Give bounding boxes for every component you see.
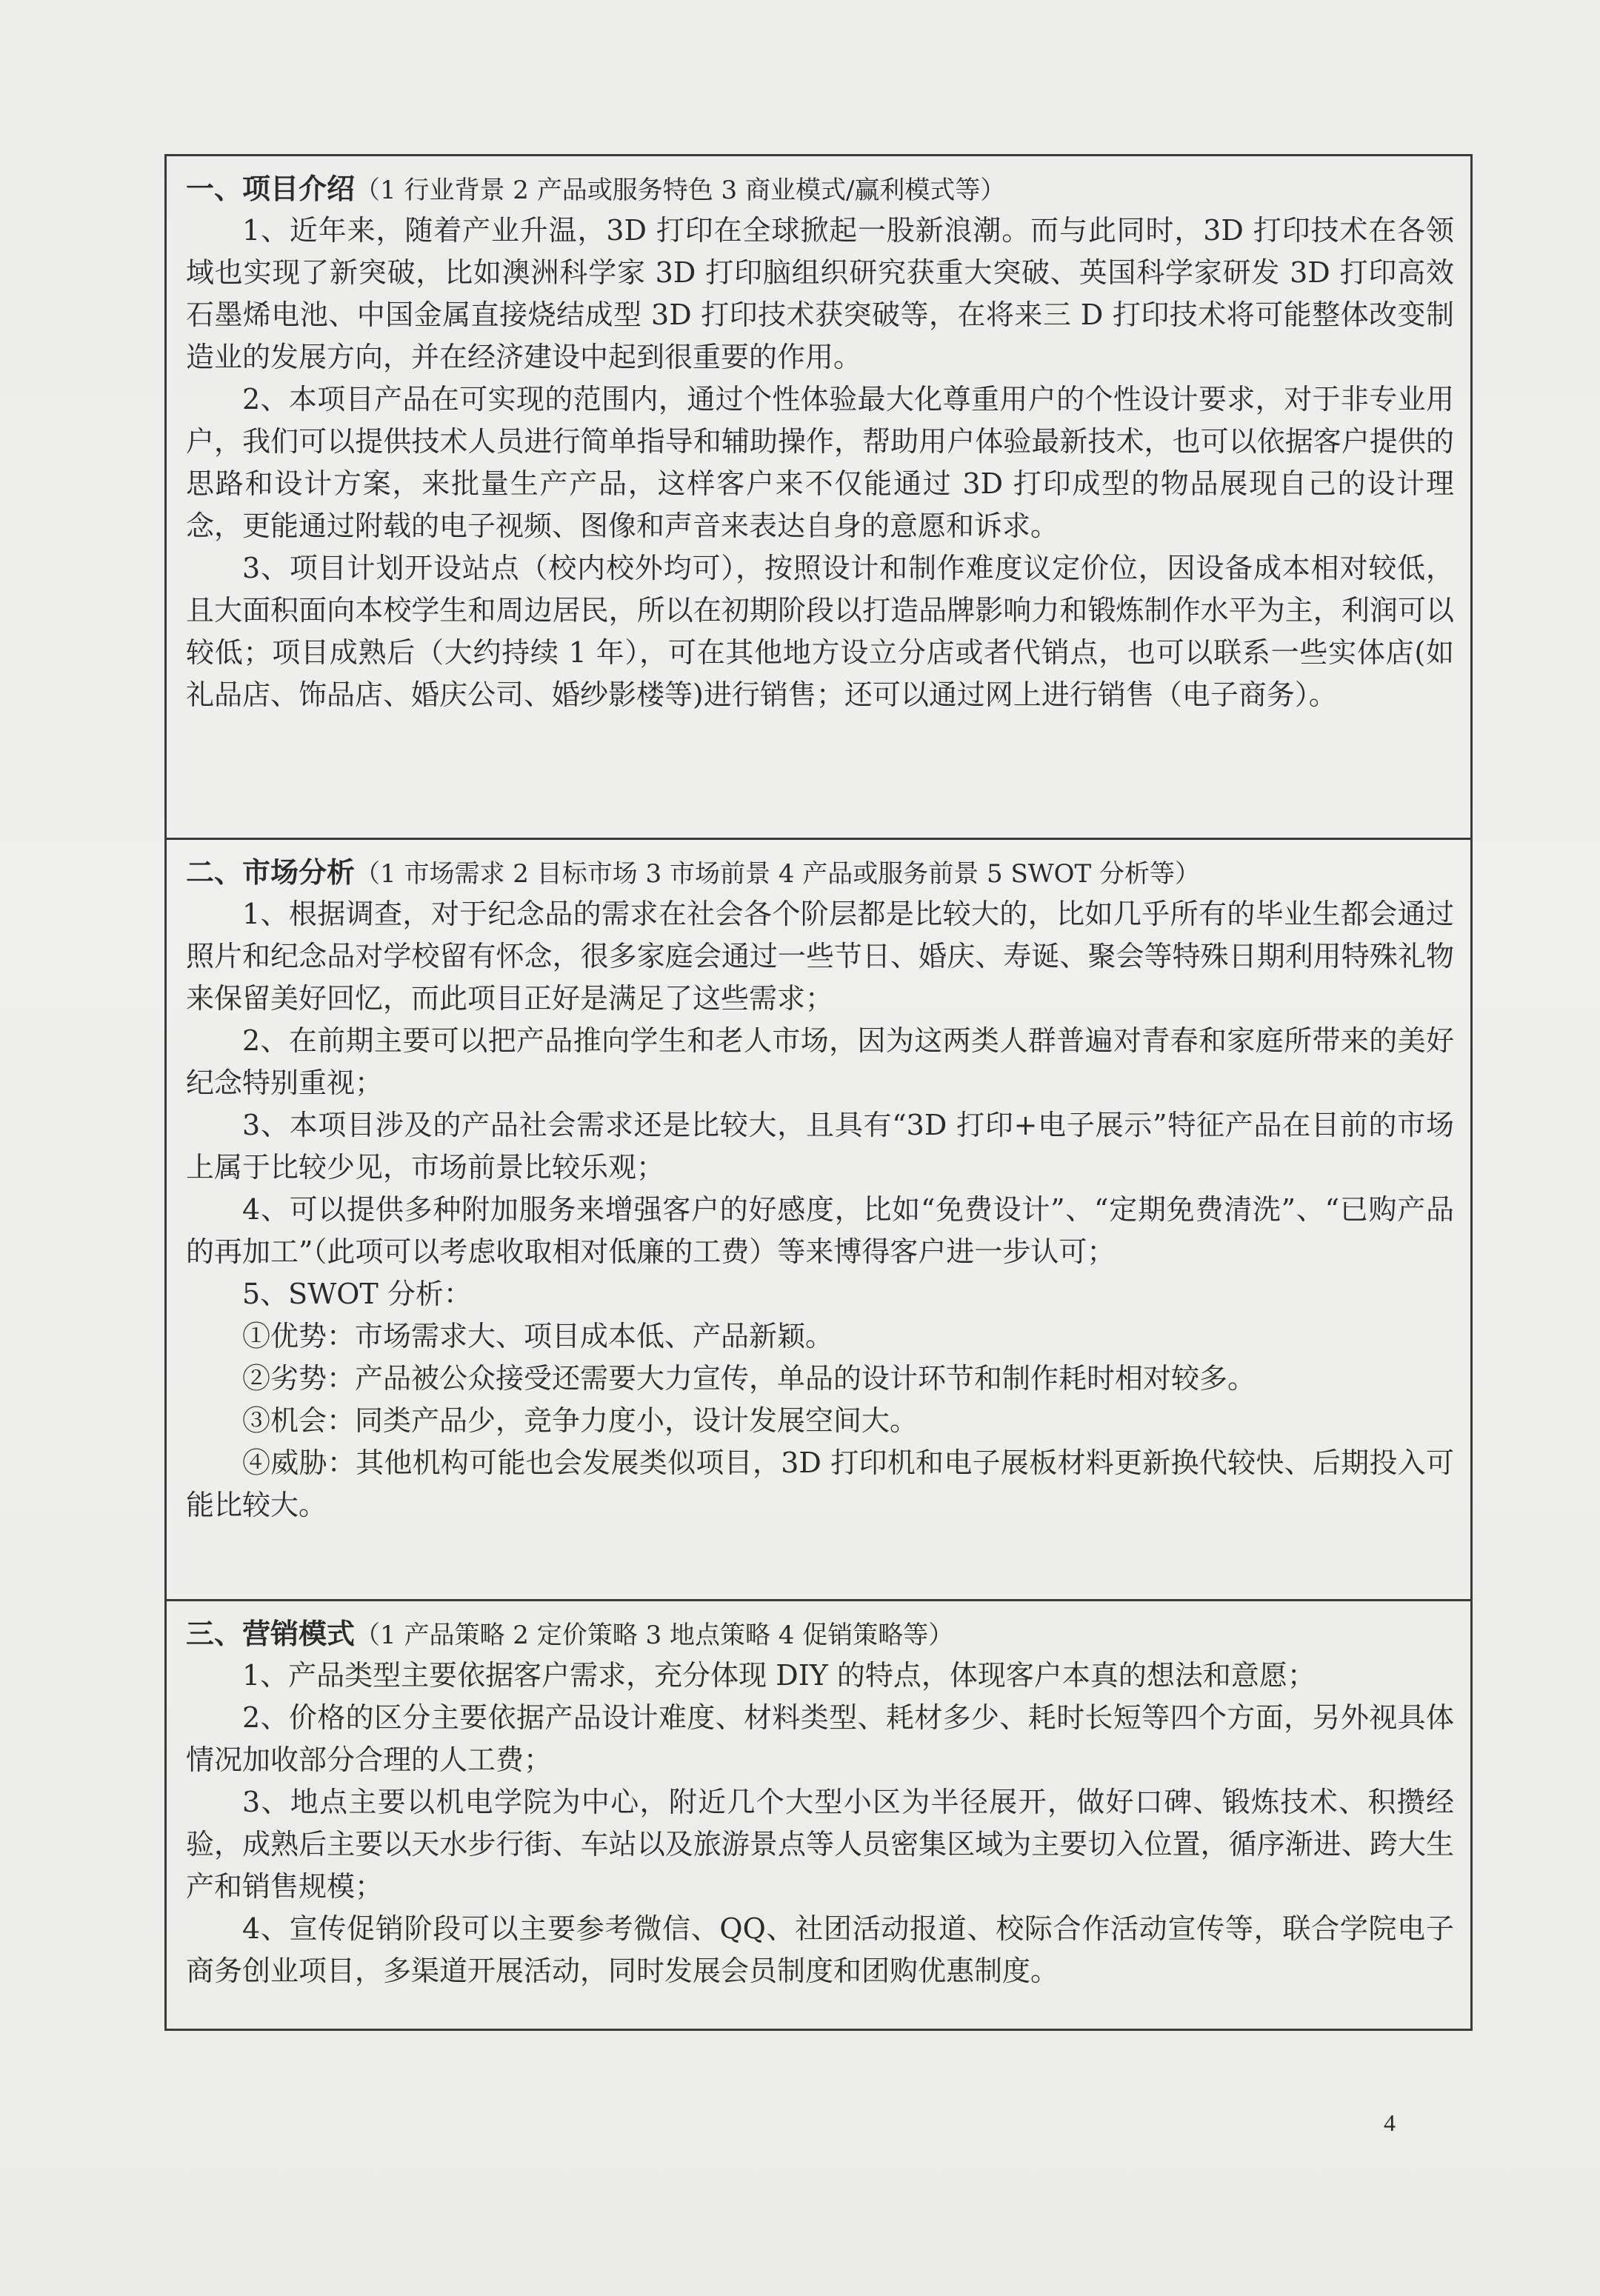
paragraph: 1、根据调查，对于纪念品的需求在社会各个阶层都是比较大的，比如几乎所有的毕业生都会通过照片和纪念品对学校留有怀念，很多家庭会通过一些节日、婚庆、寿诞、聚会等特殊日期利用特殊礼物来保留美好回忆，而此项目正好是满足了这些需求；	[186, 898, 1454, 1015]
swot-item-strength: ①优势：市场需求大、项目成本低、产品新颖。	[242, 1320, 834, 1352]
section-note: （1 行业背景 2 产品或服务特色 3 商业模式/赢利模式等）	[355, 176, 1006, 205]
page-number: 4	[1384, 2109, 1396, 2136]
swot-item-weakness: ②劣势：产品被公众接受还需要大力宣传，单品的设计环节和制作耗时相对较多。	[242, 1362, 1256, 1395]
section-project-intro	[167, 156, 1470, 838]
section-market-analysis	[167, 838, 1470, 1599]
paragraph: 2、在前期主要可以把产品推向学生和老人市场，因为这两类人群普遍对青春和家庭所带来的美好纪念特别重视；	[186, 1024, 1454, 1099]
paragraph: 5、SWOT 分析：	[242, 1278, 472, 1310]
paragraph: 1、近年来，随着产业升温，3D 打印在全球掀起一股新浪潮。而与此同时，3D 打印技术在各领域也实现了新突破，比如澳洲科学家 3D 打印脑组织研究获重大突破、英国科学家研发 3D 打印高效石墨烯电池、中国金属直接烧结成型 3D 打印技术获突破等，在将来三 D 打印技术将可能整体改变制造业的发展方向，并在经济建设中起到很重要的作用。	[186, 214, 1454, 373]
section-title: 一、项目介绍	[186, 173, 356, 205]
paragraph: 4、可以提供多种附加服务来增强客户的好感度，比如“免费设计”、“定期免费清洗”、“已购产品的再加工”（此项可以考虑收取相对低廉的工费）等来博得客户进一步认可；	[186, 1193, 1454, 1268]
paragraph: 3、本项目涉及的产品社会需求还是比较大，且具有“3D 打印+电子展示”特征产品在目前的市场上属于比较少见，市场前景比较乐观；	[186, 1109, 1454, 1184]
paragraph: 1、产品类型主要依据客户需求，充分体现 DIY 的特点，体现客户本真的想法和意愿；	[242, 1659, 1316, 1692]
section-title: 二、市场分析	[186, 856, 356, 889]
section-marketing-model	[167, 1599, 1470, 2029]
swot-item-opportunity: ③机会：同类产品少，竞争力度小，设计发展空间大。	[242, 1404, 919, 1437]
paragraph: 4、宣传促销阶段可以主要参考微信、QQ、社团活动报道、校际合作活动宣传等，联合学院电子商务创业项目，多渠道开展活动，同时发展会员制度和团购优惠制度。	[186, 1912, 1454, 1987]
paragraph: 3、地点主要以机电学院为中心，附近几个大型小区为半径展开，做好口碑、锻炼技术、积攒经验，成熟后主要以天水步行街、车站以及旅游景点等人员密集区域为主要切入位置，循序渐进、跨大生产和销售规模；	[186, 1786, 1454, 1903]
section-note: （1 产品策略 2 定价策略 3 地点策略 4 促销策略等）	[355, 1621, 954, 1650]
paragraph: 3、项目计划开设站点（校内校外均可），按照设计和制作难度议定价位，因设备成本相对较低，且大面积面向本校学生和周边居民，所以在初期阶段以打造品牌影响力和锻炼制作水平为主，利润可以较低；项目成熟后（大约持续 1 年），可在其他地方设立分店或者代销点，也可以联系一些实体店(如礼品店、饰品店、婚庆公司、婚纱影楼等)进行销售；还可以通过网上进行销售（电子商务）。	[186, 552, 1454, 711]
section-heading	[186, 1615, 1454, 1655]
section-title: 三、营销模式	[186, 1618, 356, 1650]
section-heading	[186, 170, 1454, 210]
section-note: （1 市场需求 2 目标市场 3 市场前景 4 产品或服务前景 5 SWOT 分析等）	[355, 859, 1201, 889]
section-heading	[186, 853, 1454, 893]
form-table	[164, 154, 1473, 2031]
paragraph: 2、本项目产品在可实现的范围内，通过个性体验最大化尊重用户的个性设计要求，对于非专业用户，我们可以提供技术人员进行简单指导和辅助操作，帮助用户体验最新技术，也可以依据客户提供的思路和设计方案，来批量生产产品，这样客户来不仅能通过 3D 打印成型的物品展现自己的设计理念，更能通过附载的电子视频、图像和声音来表达自身的意愿和诉求。	[186, 383, 1454, 542]
swot-item-threat: ④威胁：其他机构可能也会发展类似项目，3D 打印机和电子展板材料更新换代较快、后期投入可能比较大。	[186, 1446, 1454, 1521]
paragraph: 2、价格的区分主要依据产品设计难度、材料类型、耗材多少、耗时长短等四个方面，另外视具体情况加收部分合理的人工费；	[186, 1701, 1454, 1776]
